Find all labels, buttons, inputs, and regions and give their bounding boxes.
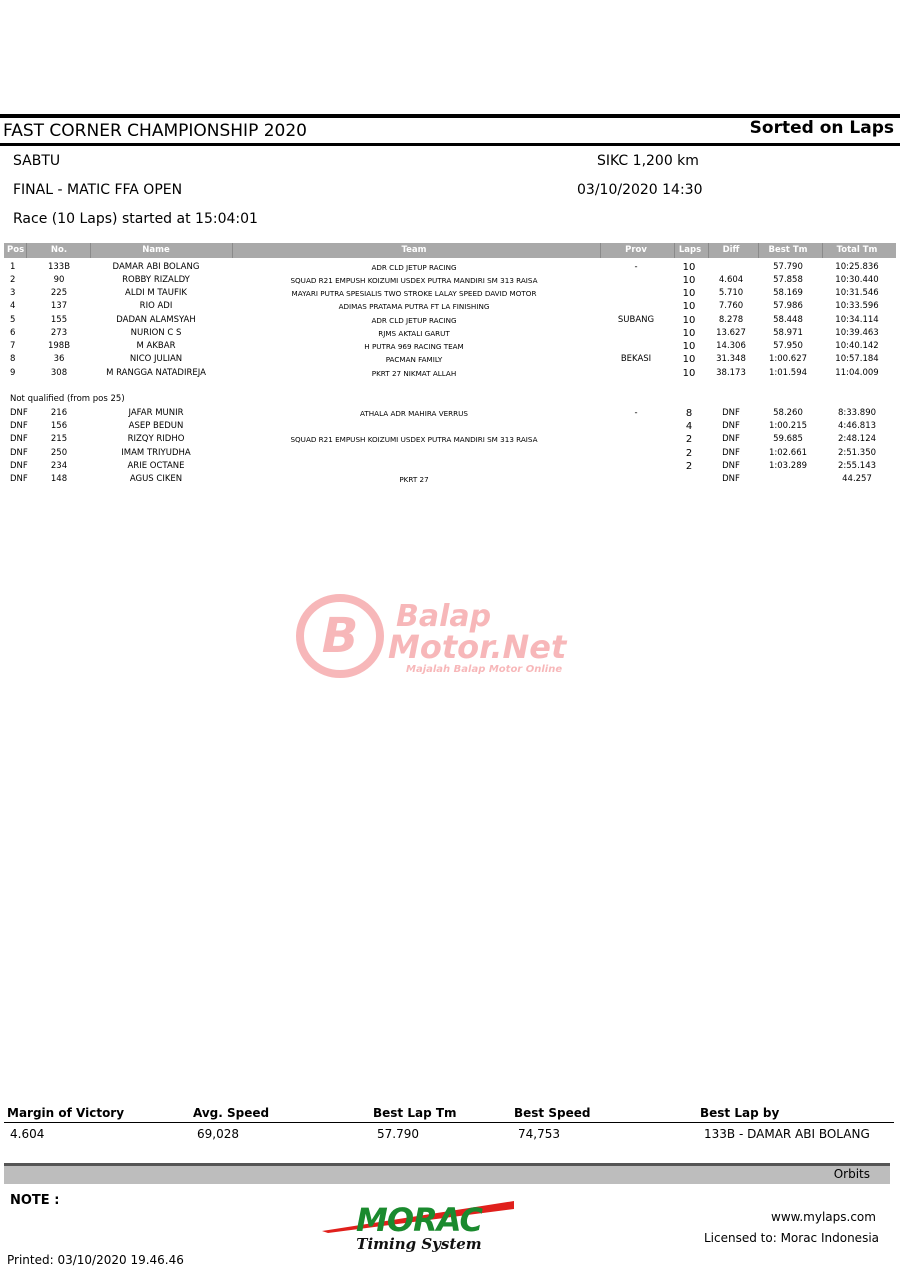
row-no: 250 xyxy=(50,448,68,458)
row-no: 273 xyxy=(50,328,68,338)
row-team: RJMS AKTALI GARUT xyxy=(378,329,450,338)
row-laps: 8 xyxy=(685,408,693,419)
orbits-label: Orbits xyxy=(833,1167,870,1181)
row-pos: DNF xyxy=(10,474,28,484)
row-diff: 31.348 xyxy=(716,354,746,364)
row-diff: DNF xyxy=(722,408,740,418)
website-link[interactable]: www.mylaps.com xyxy=(771,1210,876,1224)
col-best-tm: Best Tm xyxy=(768,245,808,255)
row-pos: 3 xyxy=(10,288,16,298)
row-best: 58.260 xyxy=(773,408,803,418)
margin-of-victory-value: 4.604 xyxy=(10,1127,45,1141)
row-pos: 1 xyxy=(10,262,16,272)
title-rule xyxy=(0,143,900,146)
row-prov: BEKASI xyxy=(620,354,652,364)
row-best: 58.448 xyxy=(773,315,803,325)
table-row xyxy=(0,274,900,287)
row-prov: - xyxy=(634,408,638,418)
row-team: PKRT 27 xyxy=(399,475,429,484)
row-total: 44.257 xyxy=(842,474,872,484)
row-name: JAFAR MUNIR xyxy=(128,408,184,418)
row-team: ADR CLD JETUP RACING xyxy=(371,316,457,325)
summary-rule xyxy=(4,1122,894,1123)
row-best: 57.790 xyxy=(773,262,803,272)
row-total: 10:25.836 xyxy=(835,262,879,272)
row-best: 58.971 xyxy=(773,328,803,338)
morac-logo xyxy=(318,1197,520,1253)
row-total: 11:04.009 xyxy=(835,368,879,378)
row-total: 4:46.813 xyxy=(837,421,877,431)
row-team: PKRT 27 NIKMAT ALLAH xyxy=(371,369,457,378)
row-diff: 13.627 xyxy=(716,328,746,338)
row-no: 148 xyxy=(50,474,68,484)
row-best: 57.950 xyxy=(773,341,803,351)
row-diff: 4.604 xyxy=(718,275,744,285)
best-lap-by-value: 133B - DAMAR ABI BOLANG xyxy=(704,1127,870,1141)
row-team: ADIMAS PRATAMA PUTRA FT LA FINISHING xyxy=(338,302,490,311)
col-diff: Diff xyxy=(722,245,740,255)
row-laps: 10 xyxy=(682,315,696,326)
table-row xyxy=(0,367,900,380)
table-row xyxy=(0,314,900,327)
row-total: 2:55.143 xyxy=(837,461,877,471)
avg-speed-value: 69,028 xyxy=(197,1127,239,1141)
table-row xyxy=(0,460,900,473)
table-row xyxy=(0,327,900,340)
row-laps: 2 xyxy=(685,448,693,459)
row-team: ATHALA ADR MAHIRA VERRUS xyxy=(360,409,468,418)
row-name: IMAM TRIYUDHA xyxy=(121,448,191,458)
best-speed-value: 74,753 xyxy=(518,1127,560,1141)
row-no: 133B xyxy=(47,262,71,272)
row-total: 10:34.114 xyxy=(835,315,879,325)
watermark-tagline: Majalah Balap Motor Online xyxy=(406,664,563,675)
row-diff: 8.278 xyxy=(718,315,744,325)
row-total: 10:40.142 xyxy=(835,341,879,351)
table-row xyxy=(0,473,900,486)
row-diff: DNF xyxy=(722,421,740,431)
event-name: FINAL - MATIC FFA OPEN xyxy=(13,182,183,198)
row-diff: DNF xyxy=(722,474,740,484)
table-row xyxy=(0,407,900,420)
row-laps: 10 xyxy=(682,288,696,299)
watermark-line1: Balap xyxy=(396,599,492,634)
col-pos: Pos xyxy=(7,245,25,255)
printed-timestamp: Printed: 03/10/2020 19.46.46 xyxy=(7,1253,184,1267)
row-diff: DNF xyxy=(722,434,740,444)
row-best: 1:00.215 xyxy=(768,421,808,431)
row-name: M RANGGA NATADIREJA xyxy=(106,368,206,378)
row-laps: 2 xyxy=(685,434,693,445)
table-row xyxy=(0,300,900,313)
row-pos: 4 xyxy=(10,301,16,311)
event-datetime: 03/10/2020 14:30 xyxy=(577,182,703,198)
row-no: 308 xyxy=(50,368,68,378)
row-no: 198B xyxy=(47,341,71,351)
row-no: 216 xyxy=(50,408,68,418)
row-pos: DNF xyxy=(10,421,28,431)
col-no: No. xyxy=(50,245,68,255)
row-team: PACMAN FAMILY xyxy=(385,355,443,364)
row-prov: SUBANG xyxy=(617,315,655,325)
row-diff: DNF xyxy=(722,448,740,458)
best-lap-tm-value: 57.790 xyxy=(377,1127,419,1141)
row-pos: 6 xyxy=(10,328,16,338)
row-name: ROBBY RIZALDY xyxy=(122,275,190,285)
margin-of-victory-label: Margin of Victory xyxy=(7,1106,125,1120)
row-team: SQUAD R21 EMPUSH KOIZUMI USDEX PUTRA MANDIRI SM 313 RAISA xyxy=(290,435,538,444)
avg-speed-label: Avg. Speed xyxy=(193,1106,270,1120)
row-no: 90 xyxy=(53,275,65,285)
row-name: ARIE OCTANE xyxy=(127,461,185,471)
table-row xyxy=(0,261,900,274)
col-team: Team xyxy=(401,245,427,255)
morac-logo-sub: Timing System xyxy=(356,1235,482,1253)
morac-logo-text: MORAC xyxy=(356,1201,482,1239)
row-total: 10:31.546 xyxy=(835,288,879,298)
row-no: 36 xyxy=(53,354,65,364)
row-pos: 7 xyxy=(10,341,16,351)
table-row xyxy=(0,353,900,366)
note-label: NOTE : xyxy=(10,1193,60,1208)
row-name: ALDI M TAUFIK xyxy=(125,288,187,298)
col-name: Name xyxy=(142,245,170,255)
row-pos: DNF xyxy=(10,434,28,444)
row-name: DAMAR ABI BOLANG xyxy=(112,262,200,272)
row-total: 2:48.124 xyxy=(837,434,877,444)
row-laps: 10 xyxy=(682,354,696,365)
row-total: 8:33.890 xyxy=(837,408,877,418)
row-diff: 5.710 xyxy=(718,288,744,298)
row-laps: 2 xyxy=(685,461,693,472)
row-laps: 10 xyxy=(682,262,696,273)
row-best: 59.685 xyxy=(773,434,803,444)
row-team: SQUAD R21 EMPUSH KOIZUMI USDEX PUTRA MANDIRI SM 313 RAISA xyxy=(290,276,538,285)
watermark-logo xyxy=(296,590,606,682)
row-best: 1:01.594 xyxy=(768,368,808,378)
row-name: RIZQY RIDHO xyxy=(127,434,185,444)
row-best: 57.858 xyxy=(773,275,803,285)
row-laps: 4 xyxy=(685,421,693,432)
row-laps: 10 xyxy=(682,301,696,312)
row-diff: 38.173 xyxy=(716,368,746,378)
row-pos: DNF xyxy=(10,408,28,418)
col-laps: Laps xyxy=(678,245,702,255)
row-no: 215 xyxy=(50,434,68,444)
orbits-bar xyxy=(4,1163,890,1184)
row-pos: DNF xyxy=(10,448,28,458)
race-day: SABTU xyxy=(13,153,61,169)
col-total-tm: Total Tm xyxy=(836,245,878,255)
table-row xyxy=(0,287,900,300)
row-pos: 2 xyxy=(10,275,16,285)
row-laps: 10 xyxy=(682,275,696,286)
row-pos: 5 xyxy=(10,315,16,325)
table-row xyxy=(0,340,900,353)
row-best: 57.986 xyxy=(773,301,803,311)
table-row xyxy=(0,447,900,460)
best-lap-by-label: Best Lap by xyxy=(700,1106,780,1120)
row-team: H PUTRA 969 RACING TEAM xyxy=(364,342,464,351)
row-diff: 7.760 xyxy=(718,301,744,311)
row-total: 10:57.184 xyxy=(835,354,879,364)
best-lap-tm-label: Best Lap Tm xyxy=(373,1106,457,1120)
race-start-info: Race (10 Laps) started at 15:04:01 xyxy=(13,211,258,227)
row-no: 137 xyxy=(50,301,68,311)
row-total: 10:30.440 xyxy=(835,275,879,285)
table-row xyxy=(0,433,900,446)
row-pos: 8 xyxy=(10,354,16,364)
table-row xyxy=(0,420,900,433)
row-total: 10:33.596 xyxy=(835,301,879,311)
row-no: 234 xyxy=(50,461,68,471)
row-laps: 10 xyxy=(682,328,696,339)
row-name: NURION C S xyxy=(130,328,182,338)
row-prov: - xyxy=(634,262,638,272)
row-name: RIO ADI xyxy=(139,301,173,311)
row-team: MAYARI PUTRA SPESIALIS TWO STROKE LALAY SPEED DAVID MOTOR xyxy=(291,289,537,298)
license-info: Licensed to: Morac Indonesia xyxy=(704,1231,880,1245)
row-laps: 10 xyxy=(682,341,696,352)
row-best: 1:02.661 xyxy=(768,448,808,458)
championship-title: FAST CORNER CHAMPIONSHIP 2020 xyxy=(3,121,307,141)
row-total: 2:51.350 xyxy=(837,448,877,458)
row-diff: DNF xyxy=(722,461,740,471)
row-name: ASEP BEDUN xyxy=(128,421,184,431)
row-name: AGUS CIKEN xyxy=(129,474,183,484)
sort-label: Sorted on Laps xyxy=(749,118,894,138)
row-name: NICO JULIAN xyxy=(129,354,183,364)
row-team: ADR CLD JETUP RACING xyxy=(371,263,457,272)
row-best: 1:03.289 xyxy=(768,461,808,471)
row-no: 156 xyxy=(50,421,68,431)
track-info: SIKC 1,200 km xyxy=(597,153,699,169)
row-pos: 9 xyxy=(10,368,16,378)
row-no: 155 xyxy=(50,315,68,325)
watermark-line2: Motor.Net xyxy=(388,628,567,666)
row-name: M AKBAR xyxy=(136,341,176,351)
row-best: 1:00.627 xyxy=(768,354,808,364)
row-no: 225 xyxy=(50,288,68,298)
row-diff: 14.306 xyxy=(716,341,746,351)
row-pos: DNF xyxy=(10,461,28,471)
row-best: 58.169 xyxy=(773,288,803,298)
results-table-header xyxy=(4,243,896,258)
row-laps: 10 xyxy=(682,368,696,379)
best-speed-label: Best Speed xyxy=(514,1106,591,1120)
row-name: DADAN ALAMSYAH xyxy=(116,315,196,325)
col-prov: Prov xyxy=(625,245,647,255)
svg-text:B: B xyxy=(321,608,359,664)
not-qualified-label: Not qualified (from pos 25) xyxy=(10,394,125,404)
row-total: 10:39.463 xyxy=(835,328,879,338)
